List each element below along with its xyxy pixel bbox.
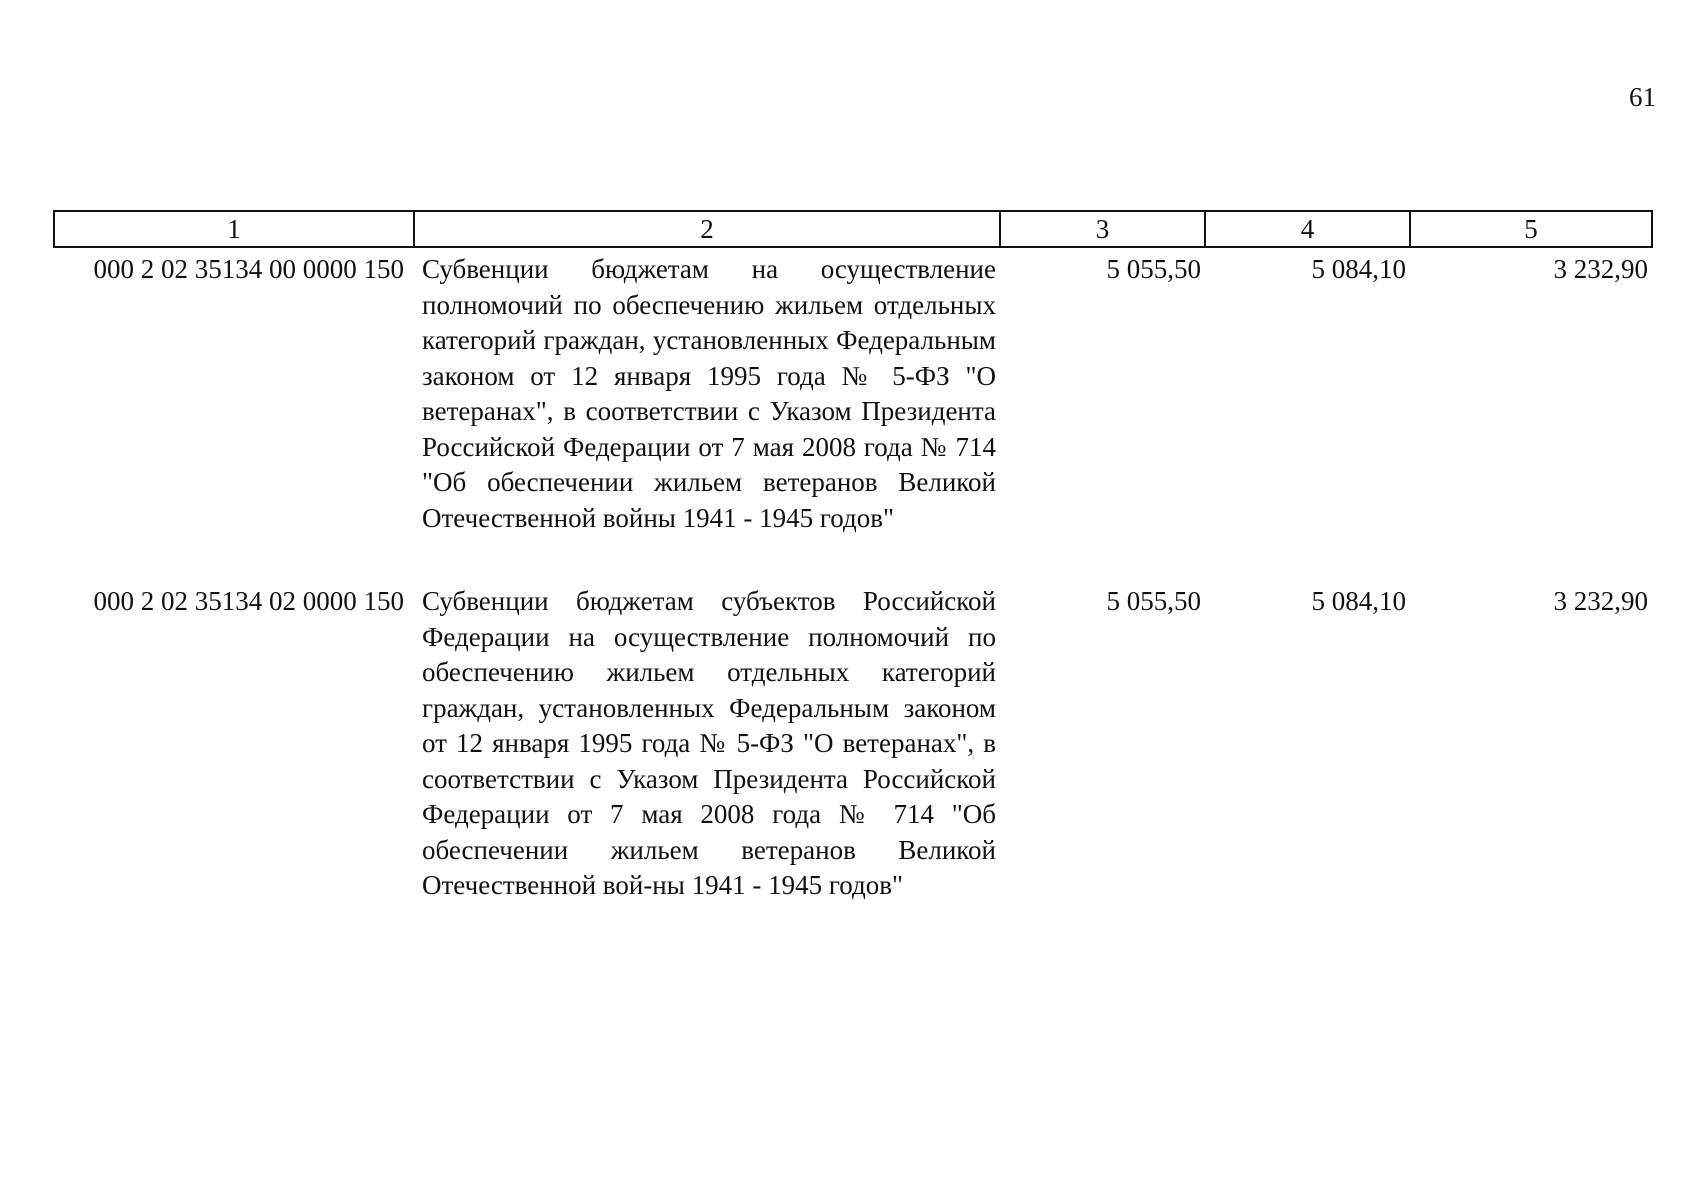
header-col-4: 4 bbox=[1205, 211, 1410, 247]
header-col-2: 2 bbox=[414, 211, 1000, 247]
table-header bbox=[54, 211, 1652, 247]
header-col-1: 1 bbox=[54, 211, 414, 247]
row-description: Субвенции бюджетам на осуществление полномочий по обеспечению жильем отдельных категорий граждан, установленных Федеральным законом от 12 января 1995 года № 5-ФЗ "О ветеранах", в соответствии с Указом Президента Российской Федерации от 7 мая 2008 года № 714 "Об обеспечении жильем ветеранов Великой Отечественной войны 1941 - 1945 годов" bbox=[422, 254, 996, 533]
row-description: Субвенции бюджетам субъектов Российской Федерации на осуществление полномочий по обеспечению жильем отдельных категорий граждан, установленных Федеральным законом от 12 января 1995 года № 5-ФЗ "О ветеранах", в соответствии с Указом Президента Российской Федерации от 7 мая 2008 года № 714 "Об обеспечении жильем ветеранов Великой Отечественной вой-ны 1941 - 1945 годов" bbox=[422, 586, 996, 900]
page-number: 61 bbox=[1629, 82, 1656, 112]
header-col-5: 5 bbox=[1410, 211, 1652, 247]
value-col-4: 5 084,10 bbox=[1311, 254, 1406, 284]
budget-table bbox=[53, 210, 1653, 904]
value-col-4: 5 084,10 bbox=[1311, 586, 1406, 616]
header-col-3: 3 bbox=[1000, 211, 1205, 247]
value-col-3: 5 055,50 bbox=[1106, 254, 1201, 284]
table-row bbox=[54, 580, 1652, 904]
table-body bbox=[54, 247, 1652, 904]
value-col-5: 3 232,90 bbox=[1553, 586, 1648, 616]
value-col-5: 3 232,90 bbox=[1553, 254, 1648, 284]
table-row bbox=[54, 247, 1652, 580]
budget-code: 000 2 02 35134 00 0000 150 bbox=[93, 254, 404, 284]
budget-code: 000 2 02 35134 02 0000 150 bbox=[93, 586, 404, 616]
value-col-3: 5 055,50 bbox=[1106, 586, 1201, 616]
header-row bbox=[54, 211, 1652, 247]
